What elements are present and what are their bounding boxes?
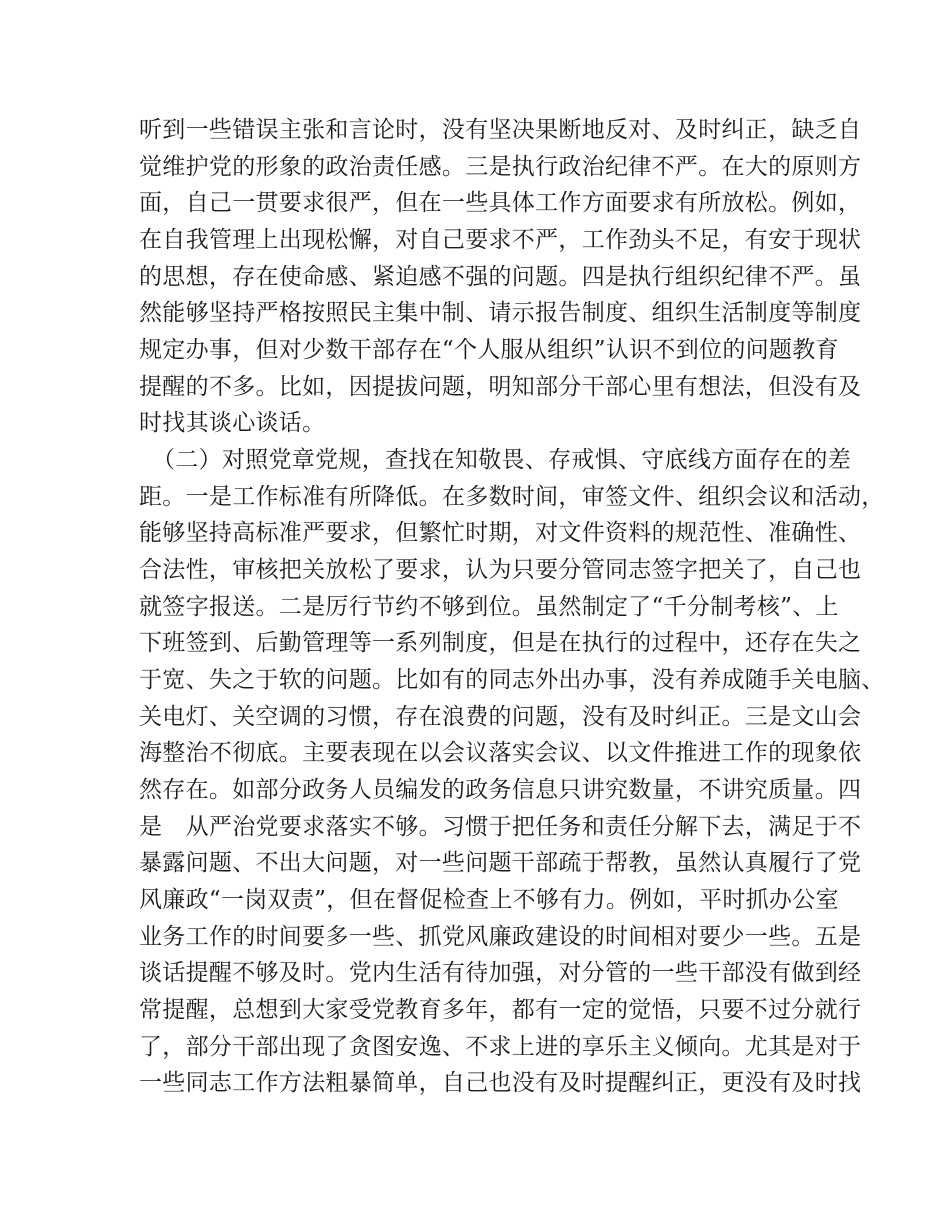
- text-line: 于宽、失之于软的问题。比如有的同志外出办事，没有养成随手关电脑、: [139, 667, 885, 693]
- text-line: 能够坚持高标准严要求，但繁忙时期，对文件资料的规范性、准确性、: [139, 520, 862, 546]
- text-line: 距。一是工作标准有所降低。在多数时间，审签文件、组织会议和活动，: [139, 484, 885, 510]
- paragraph-start-line: （二）对照党章党规，查找在知敬畏、存戒惧、守底线方面存在的差: [152, 447, 851, 473]
- text-line: 面，自己一贯要求很严，但在一些具体工作方面要求有所放松。例如，: [139, 190, 862, 216]
- text-line: 风廉政“一岗双责”，但在督促检查上不够有力。例如，平时抓办公室: [139, 887, 839, 913]
- text-line: 然能够坚持严格按照民主集中制、请示报告制度、组织生活制度等制度: [139, 300, 862, 326]
- text-line: 一些同志工作方法粗暴简单，自己也没有及时提醒纠正，更没有及时找: [139, 1070, 862, 1096]
- text-line: 听到一些错误主张和言论时，没有坚决果断地反对、及时纠正，缺乏自: [139, 117, 862, 143]
- text-line: 常提醒，总想到大家受党教育多年，都有一定的觉悟，只要不过分就行: [139, 997, 862, 1023]
- text-line: 谈话提醒不够及时。党内生活有待加强，对分管的一些干部没有做到经: [139, 960, 862, 986]
- text-line: 了，部分干部出现了贪图安逸、不求上进的享乐主义倾向。尤其是对于: [139, 1034, 862, 1060]
- text-line: 时找其谈心谈话。: [139, 410, 326, 436]
- text-line: 在自我管理上出现松懈，对自己要求不严，工作劲头不足，有安于现状: [139, 227, 862, 253]
- text-line: 就签字报送。二是厉行节约不够到位。虽然制定了“千分制考核”、上: [139, 594, 839, 620]
- text-line: 暴露问题、不出大问题，对一些问题干部疏于帮教，虽然认真履行了党: [139, 850, 862, 876]
- text-line: 然存在。如部分政务人员编发的政务信息只讲究数量，不讲究质量。四: [139, 777, 862, 803]
- text-line: 规定办事，但对少数干部存在“个人服从组织”认识不到位的问题教育: [139, 337, 839, 363]
- text-line: 下班签到、后勤管理等一系列制度，但是在执行的过程中，还存在失之: [139, 630, 862, 656]
- text-line: 关电灯、关空调的习惯，存在浪费的问题，没有及时纠正。三是文山会: [139, 704, 862, 730]
- text-line: 业务工作的时间要多一些、抓党风廉政建设的时间相对要少一些。五是: [139, 924, 862, 950]
- text-line: 的思想，存在使命感、紧迫感不强的问题。四是执行组织纪律不严。虽: [139, 264, 862, 290]
- text-line: 觉维护党的形象的政治责任感。三是执行政治纪律不严。在大的原则方: [139, 154, 862, 180]
- text-line: 是 从严治党要求落实不够。习惯于把任务和责任分解下去，满足于不: [139, 814, 862, 840]
- text-line: 提醒的不多。比如，因提拔问题，明知部分干部心里有想法，但没有及: [139, 374, 862, 400]
- text-line: 合法性，审核把关放松了要求，认为只要分管同志签字把关了，自己也: [139, 557, 862, 583]
- text-line: 海整治不彻底。主要表现在以会议落实会议、以文件推进工作的现象依: [139, 740, 862, 766]
